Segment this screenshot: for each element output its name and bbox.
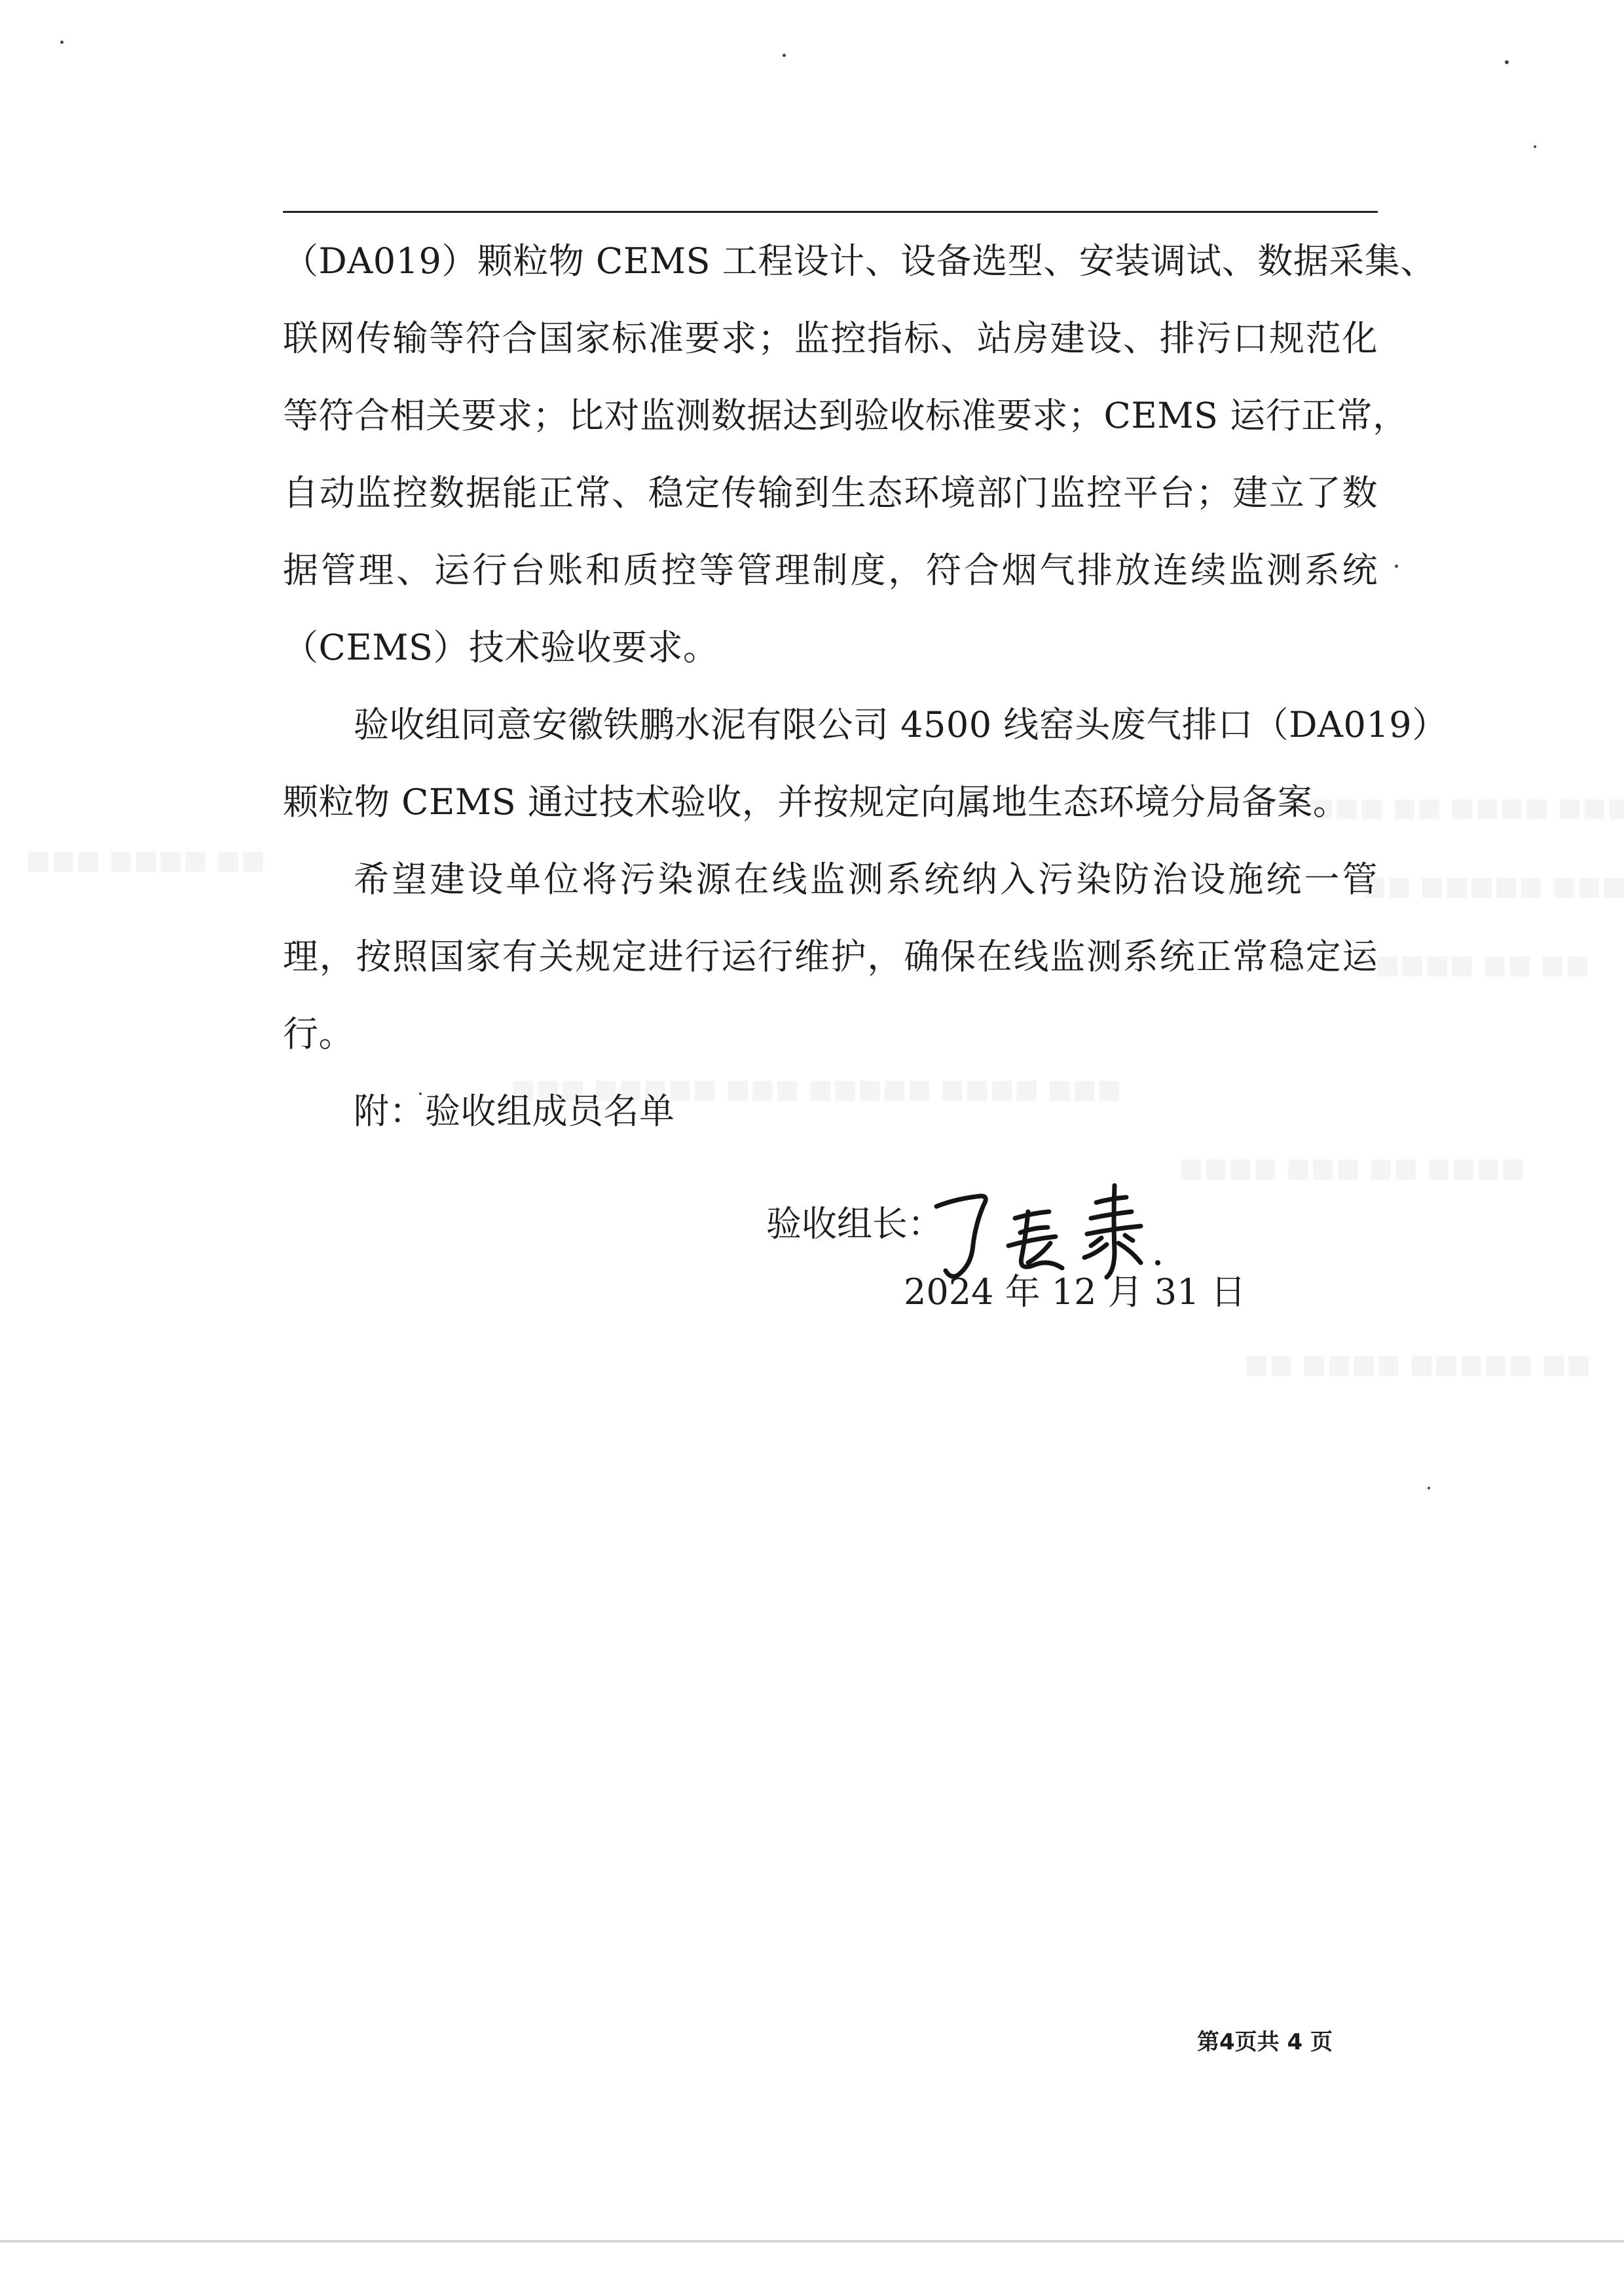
- text-line: 颗粒物 CEMS 通过技术验收，并按规定向属地生态环境分局备案。: [283, 781, 1349, 823]
- scan-speck: [1395, 565, 1398, 568]
- scan-speck: [1534, 145, 1536, 148]
- signature-block: [766, 1172, 1356, 1343]
- scan-speck: [783, 54, 786, 57]
- signature-date: 2024 年 12 月 31 日: [904, 1271, 1246, 1313]
- scan-bottom-edge: [0, 2240, 1624, 2243]
- show-through-shadow: [26, 845, 266, 875]
- text-line: 理，按照国家有关规定进行运行维护，确保在线监测系统正常稳定运: [283, 936, 1378, 977]
- paragraph-attachment: [283, 1073, 1378, 1150]
- text-line: （DA019）颗粒物 CEMS 工程设计、设备选型、安装调试、数据采集、: [283, 240, 1436, 282]
- show-through-shadow: [1244, 1349, 1591, 1379]
- paragraph-recommendation: [283, 841, 1378, 1073]
- page-number: 第4页共 4 页: [1197, 2029, 1333, 2055]
- paragraph-acceptance-conclusion: [283, 223, 1436, 686]
- show-through-shadow: [1362, 871, 1624, 901]
- text-line: 自动监控数据能正常、稳定传输到生态环境部门监控平台；建立了数: [283, 472, 1378, 513]
- scan-speck: [1505, 60, 1509, 64]
- text-line: 等符合相关要求；比对监测数据达到验收标准要求；CEMS 运行正常，: [283, 395, 1409, 436]
- text-line: 希望建设单位将污染源在线监测系统纳入污染防治设施统一管: [354, 859, 1378, 900]
- paragraph-approval: [283, 686, 1448, 841]
- text-line: 联网传输等符合国家标准要求；监控指标、站房建设、排污口规范化: [283, 318, 1378, 359]
- text-line: 验收组同意安徽铁鹏水泥有限公司 4500 线窑头废气排口（DA019）: [354, 704, 1448, 745]
- text-line: 行。: [283, 1013, 354, 1054]
- show-through-shadow: [1375, 950, 1590, 980]
- text-line: （CEMS）技术验收要求。: [283, 627, 719, 668]
- text-line: 据管理、运行台账和质控等管理制度，符合烟气排放连续监测系统: [283, 550, 1378, 591]
- attachment-note: 附：验收组成员名单: [354, 1091, 675, 1132]
- document-body: [283, 223, 1448, 1150]
- top-rule: [283, 211, 1378, 213]
- signature-label: 验收组长：: [766, 1203, 943, 1244]
- scan-speck: [1428, 1487, 1430, 1489]
- scan-speck: [60, 41, 64, 44]
